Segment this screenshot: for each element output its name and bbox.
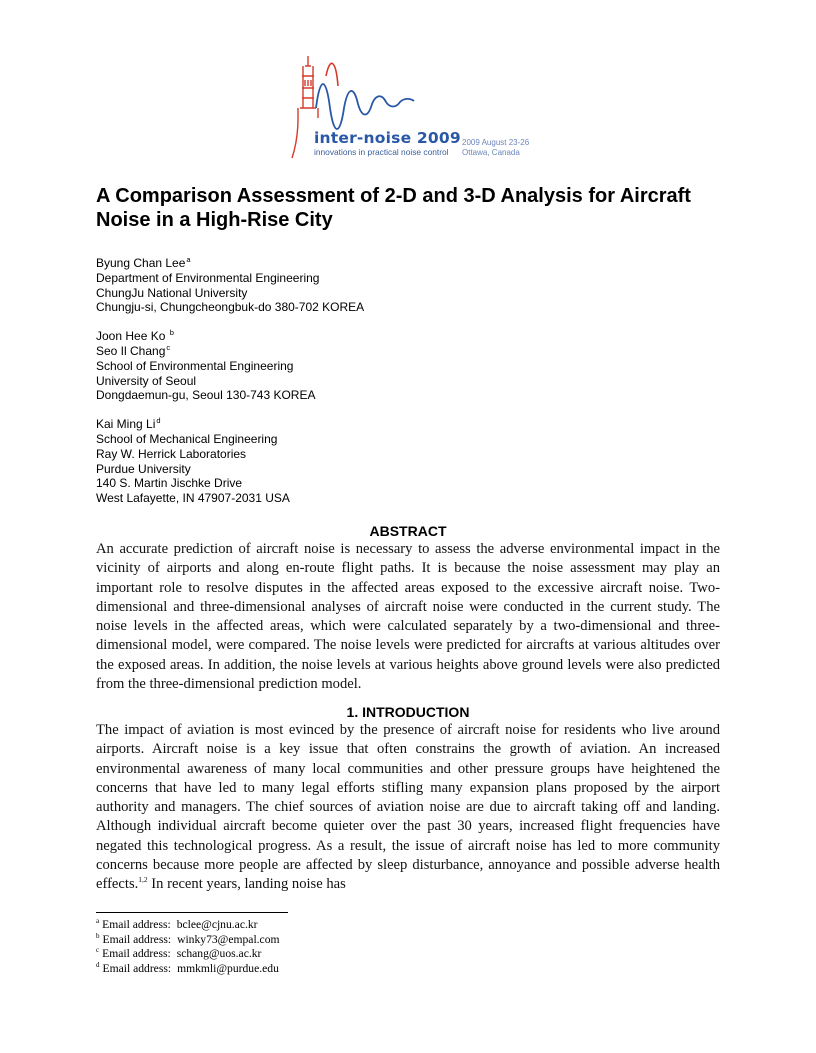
- conference-name: inter-noise 2009: [314, 129, 461, 147]
- email-link[interactable]: bclee@cjnu.ac.kr: [176, 918, 258, 931]
- author-block: [96, 329, 596, 403]
- affiliation-line: School of Environmental Engineering: [96, 358, 294, 373]
- affiliation-mark: c: [166, 342, 171, 352]
- conference-location: Ottawa, Canada: [462, 148, 520, 157]
- email-link[interactable]: winky73@empal.com: [177, 932, 280, 946]
- abstract-heading: ABSTRACT: [369, 523, 447, 539]
- affiliation-line: School of Mechanical Engineering: [96, 431, 278, 446]
- author-block: [96, 417, 596, 506]
- footnotes: [96, 918, 496, 976]
- affiliation-line: Ray W. Herrick Laboratories: [96, 446, 247, 461]
- affiliation-line: Purdue University: [96, 461, 191, 476]
- footnote: $^b$ Email address: winky73@empal.com: [96, 931, 280, 946]
- affiliation-line: Dongdaemun-gu, Seoul 130-743 KOREA: [96, 388, 316, 403]
- affiliation-line: West Lafayette, IN 47907-2031 USA: [96, 491, 290, 506]
- affiliation-mark: a: [186, 255, 191, 264]
- conference-date: 2009 August 23-26: [462, 138, 530, 147]
- introduction-paragraph-continued: In recent years, landing noise has: [147, 876, 346, 893]
- affiliation-line: ChungJu National University: [96, 285, 248, 300]
- affiliation-line: 140 S. Martin Jischke Drive: [96, 476, 243, 491]
- introduction-text: [96, 721, 720, 895]
- affiliation-mark: d: [156, 416, 161, 426]
- email-link[interactable]: schang@uos.ac.kr: [176, 947, 262, 961]
- introduction-paragraph: The impact of aviation is most evinced by the presence of aircraft noise for residents who live around airports. Aircraft noise is a key issue that often constrains the growth of aviation. An increased environmental awareness of many local communities and other pressure groups have heightened the concerns that have led to many legal efforts stifling many expansion plans proposed by the airport authority and managers. The chief sources of aviation noise are due to aircraft taking off and landing. Although individual aircraft become quieter over the past 30 years, increased flight frequencies have negated this technological progress. As a result, the issue of aircraft noise has led to more community concerns because more people are affected by sleep disturbance, annoyance and possible adverse health effects.: [96, 722, 720, 893]
- affiliation-line: Chungju-si, Chungcheongbuk-do 380-702 KOREA: [96, 300, 365, 315]
- author-name: Seo Il Chang$^c$: [96, 342, 171, 358]
- author-name: Kai Ming Li$^d$: [96, 416, 161, 432]
- author-block: [96, 256, 596, 315]
- paper-title: A Comparison Assessment of 2-D and 3-D Analysis for Aircraft Noise in a High-Rise City: [96, 185, 691, 231]
- affiliation-line: University of Seoul: [96, 373, 197, 388]
- footnote: $^a$ Email address: bclee@cjnu.ac.kr: [96, 917, 258, 931]
- conference-tagline: innovations in practical noise control: [314, 147, 449, 157]
- citation-mark: 1,2: [138, 875, 148, 885]
- author-name: Joon Hee Ko $^b$: [96, 328, 174, 344]
- affiliation-line: Department of Environmental Engineering: [96, 270, 320, 285]
- author-list: [96, 256, 596, 520]
- conference-logo: [286, 46, 546, 162]
- abstract-text: An accurate prediction of aircraft noise is necessary to assess the adverse environmental impact in the vicinity of airports and along en-route flight paths. It is because the noise assessment may play an important role to resolve disputes in the affected areas exposed to the excessive aircraft noise. Two-dimensional and three-dimensional analyses of aircraft noise were conducted in the current study. The noise levels in the affected areas, which were calculated separately by a two-dimensional and three-dimensional model, were compared. The noise levels were predicted for aircrafts at various altitudes over the exposed areas. In addition, the noise levels at various heights above ground levels were also predicted from the three-dimensional prediction model.: [96, 541, 720, 693]
- footnote: $^c$ Email address: schang@uos.ac.kr: [96, 946, 262, 961]
- footnote-rule: [96, 912, 288, 913]
- introduction-heading: 1. INTRODUCTION: [346, 704, 470, 720]
- footnote: $^d$ Email address: mmkmli@purdue.edu: [96, 960, 279, 975]
- author-name: Byung Chan Lee$^a$: [96, 255, 191, 270]
- affiliation-mark: b: [169, 328, 174, 338]
- email-link[interactable]: mmkmli@purdue.edu: [177, 961, 279, 975]
